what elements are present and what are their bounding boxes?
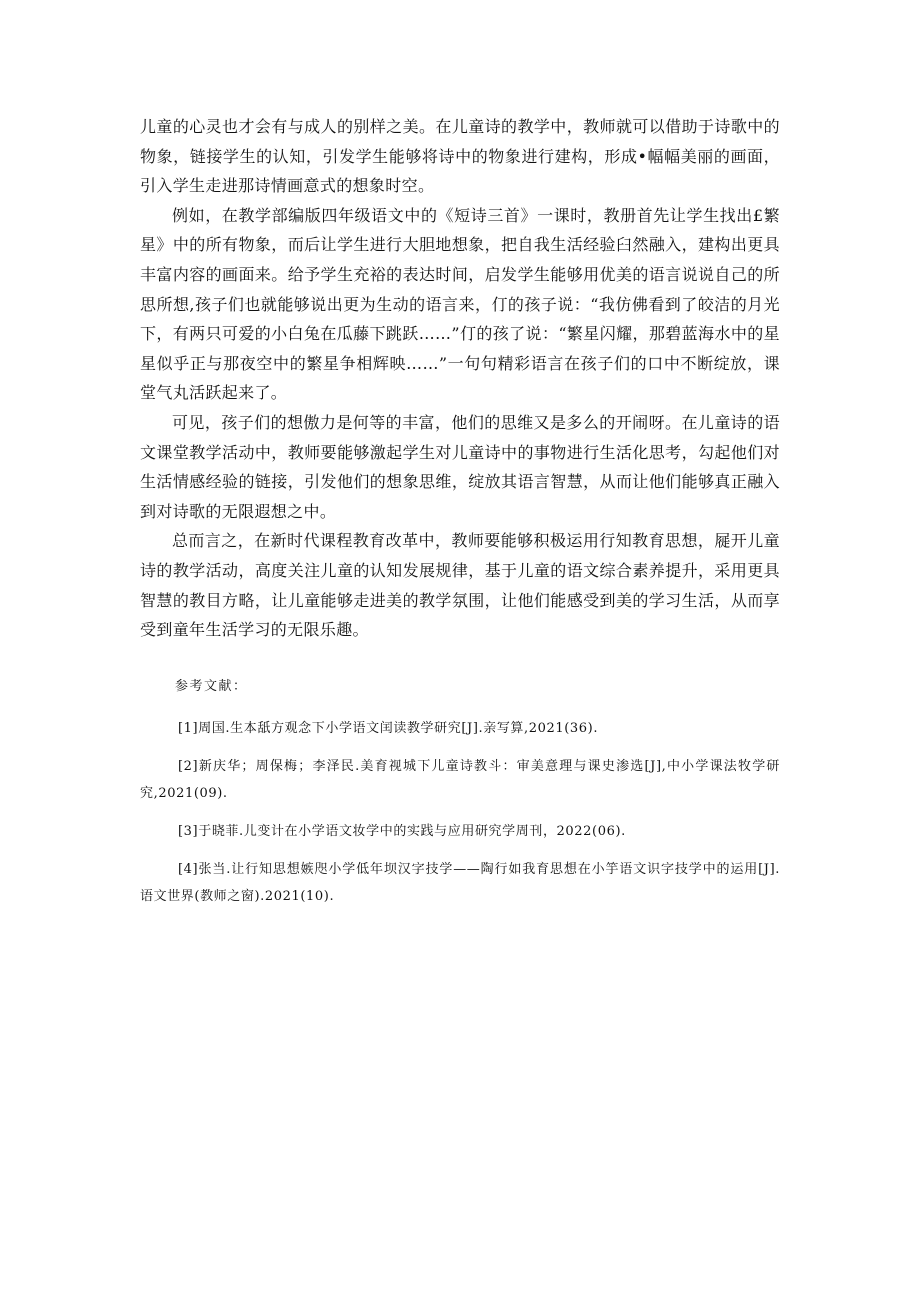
reference-item-2: [2]新庆华；周保梅；李泽民.美育视城下儿童诗教斗：审美意理与课史渗选[J],中小学课法牧学研究,2021(09). bbox=[140, 759, 780, 801]
paragraph-1: 儿童的心灵也才会有与成人的别样之美。在儿童诗的教学中，教师就可以借助于诗歌中的物象，链接学生的认知，引发学生能够将诗中的物象进行建构，形成•幅幅美丽的画面，引入学生走进那诗情画意式的想象时空。 bbox=[140, 117, 780, 196]
reference-item-4: [4]张当.让行知思想嫉咫小学低年坝汉字技学——陶行如我育思想在小竽语文识字技学中的运用[J].语文世界(教师之窗).2021(10). bbox=[140, 862, 780, 904]
paragraph-4: 总而言之，在新时代课程教育改革中，教师要能够积极运用行知教育思想，屣开儿童诗的教学活动，高度关注儿童的认知发展规律，基于儿童的语文综合素养提升，采用更具智慧的教目方略，让儿童能够走进美的教学氛围，让他们能感受到美的学习生活，从而享受到童年生活学习的无限乐趣。 bbox=[140, 531, 780, 640]
paragraph-3: 可见，孩子们的想傲力是何等的丰富，他们的思维又是多么的开闹呀。在儿童诗的语文课堂教学活动中，教师要能够激起学生对儿童诗中的事物进行生活化思考，勾起他们对生活情感经验的链接，引发他们的想象思维，绽放其语言智慧，从而让他们能够真正融入到对诗歌的无限遐想之中。 bbox=[140, 412, 780, 521]
reference-item-3: [3]于晓菲.儿变计在小学语文妆学中的实践与应用研究学周刊，2022(06). bbox=[178, 824, 626, 839]
references-heading: 参考文献： bbox=[175, 679, 248, 694]
references-section bbox=[140, 677, 780, 921]
body-text bbox=[140, 112, 780, 645]
reference-item-1: [1]周国.生本舐方观念下小学语文闰读教学研究[J].亲写算,2021(36). bbox=[178, 721, 599, 736]
paragraph-2: 例如，在教学部编版四年级语文中的《短诗三首》一课时，教册首先让学生找出£繁星》中的所有物象，而后让学生进行大胆地想象，把自我生活经验臼然融入，建构出更具丰富内容的画面来。给予学生充裕的表达时间，启发学生能够用优美的语言说说自己的所思所想,孩子们也就能够说出更为生动的语言来，仃的孩子说：“我仿佛看到了皎洁的月光下，有两只可爱的小白兔在瓜藤下跳跃……”仃的孩了说：“繁星闪耀，那碧蓝海水中的星星似乎正与那夜空中的繁星争相辉映……”一句句精彩语言在孩子们的口中不断绽放，课堂气丸活跃起来了。 bbox=[140, 205, 780, 403]
